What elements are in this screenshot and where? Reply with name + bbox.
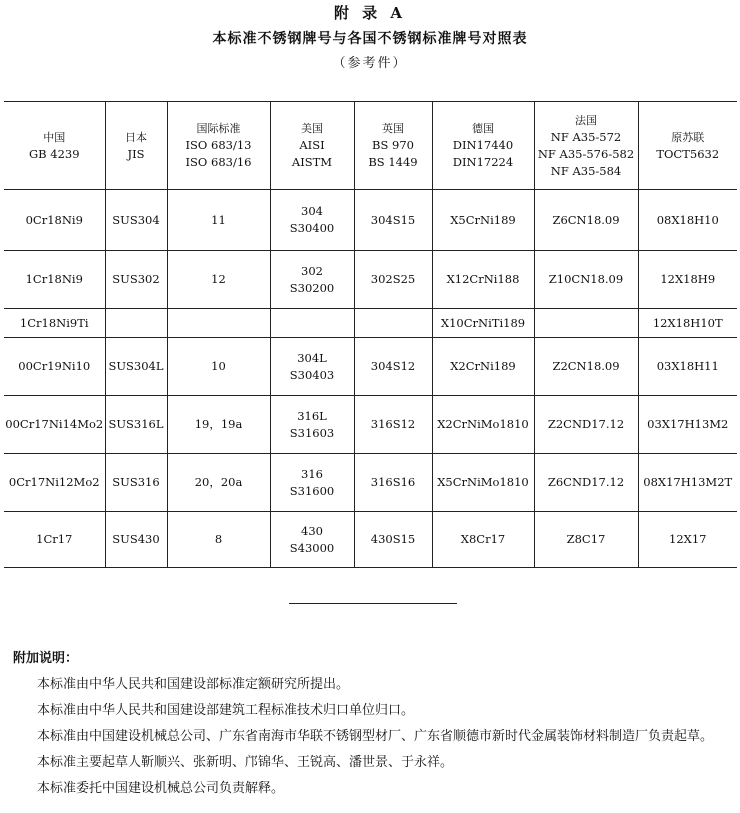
table-row [4, 338, 737, 396]
table-cell [638, 251, 737, 309]
cell-text: 03X17H13M2 [647, 417, 729, 431]
column-header [167, 102, 270, 190]
column-header [534, 102, 638, 190]
table-cell [638, 396, 737, 454]
column-header-line: 中国 [43, 130, 66, 144]
cell-text: Z10CN18.09 [548, 272, 624, 286]
cell-text: 12X18H9 [660, 272, 716, 286]
cell-text: Z2CND17.12 [547, 417, 625, 431]
cell-text: 316L [297, 408, 327, 423]
cell-text: X5CrNiMo1810 [437, 475, 529, 489]
table-cell [534, 338, 638, 396]
notes-title: 附加说明： [13, 651, 79, 666]
column-header-line: AISTM [291, 155, 333, 169]
table-cell [354, 251, 432, 309]
table-cell [432, 454, 534, 512]
cell-text: 19，19a [194, 417, 243, 431]
additional-notes [13, 646, 735, 802]
column-header-line: ISO 683/16 [185, 155, 252, 169]
cell-text: S31603 [289, 425, 335, 440]
table-cell [270, 190, 354, 251]
table-cell [105, 309, 167, 338]
column-header-line: 原苏联 [671, 130, 705, 144]
column-header [354, 102, 432, 190]
cell-text: X10CrNiTi189 [440, 315, 526, 330]
notes-line: 本标准由中国建设机械总公司、广东省南海市华联不锈钢型材厂、广东省顺德市新时代金属装饰材料制造厂负责起草。 [37, 729, 714, 744]
cell-text: 03X18H11 [656, 359, 719, 373]
table-cell [354, 338, 432, 396]
cell-text: X2CrNiMo1810 [437, 417, 529, 431]
column-header-line: GB 4239 [28, 146, 80, 161]
table-header [4, 102, 737, 190]
cell-text: Z6CN18.09 [552, 212, 620, 227]
cell-text: 316 [301, 466, 323, 481]
cell-text: 304S12 [370, 359, 416, 373]
cell-text: 12X17 [669, 532, 707, 546]
table-cell [270, 396, 354, 454]
cell-text: SUS316 [112, 475, 160, 489]
column-header-line: BS 1449 [368, 155, 418, 169]
table-cell [4, 190, 105, 251]
section-divider [289, 603, 457, 604]
column-header [432, 102, 534, 190]
table-cell [4, 396, 105, 454]
cell-text: 316S16 [370, 475, 416, 489]
column-header [4, 102, 105, 190]
table-cell [432, 309, 534, 338]
column-header-line: BS 970 [372, 138, 414, 152]
cell-text: 00Cr19Ni10 [18, 359, 91, 373]
table-row [4, 190, 737, 251]
column-header-line: NF A35-576-582 [537, 146, 635, 161]
cell-text: 11 [211, 212, 226, 227]
table-cell [432, 251, 534, 309]
cell-text: S30403 [289, 367, 335, 382]
cell-text: SUS316L [108, 417, 164, 431]
cell-text: 12X18H10T [652, 315, 723, 330]
table-cell [167, 309, 270, 338]
cell-text: SUS304 [112, 212, 160, 227]
column-header-line: 英国 [382, 122, 404, 135]
table-cell [105, 512, 167, 568]
cell-text: 12 [211, 272, 226, 286]
table-cell [105, 190, 167, 251]
column-header-line: 美国 [301, 122, 323, 135]
table-cell [354, 309, 432, 338]
column-header-line: DIN17440 [452, 138, 514, 152]
cell-text: 304S15 [370, 212, 416, 227]
table-cell [534, 190, 638, 251]
cell-text: 430S15 [370, 532, 416, 546]
table-cell [638, 190, 737, 251]
header-row [4, 102, 737, 190]
column-header-line: JIS [127, 146, 145, 161]
column-header-line: 日本 [125, 130, 147, 144]
column-header [105, 102, 167, 190]
table-cell [432, 396, 534, 454]
cell-text: 1Cr18Ni9 [25, 272, 83, 286]
table-cell [167, 454, 270, 512]
table-cell [638, 512, 737, 568]
comparison-table [4, 101, 737, 568]
cell-text: 302 [301, 263, 323, 278]
column-header-line: 法国 [575, 113, 597, 127]
cell-text: 10 [211, 359, 226, 373]
table-row [4, 396, 737, 454]
column-header-line: NF A35-572 [550, 129, 622, 144]
table-cell [534, 396, 638, 454]
cell-text: 00Cr17Ni14Mo2 [5, 417, 104, 431]
cell-text: Z8C17 [566, 532, 606, 546]
table-cell [354, 512, 432, 568]
appendix-heading: 附 录 A [333, 4, 407, 22]
table-cell [270, 251, 354, 309]
table-cell [270, 512, 354, 568]
table-cell [534, 251, 638, 309]
table-cell [534, 512, 638, 568]
cell-text: S30200 [289, 280, 335, 295]
table-cell [105, 454, 167, 512]
reference-note: （参考件） [332, 56, 408, 71]
table-cell [4, 338, 105, 396]
column-header-line: AISI [299, 138, 325, 152]
cell-text: 316S12 [370, 417, 416, 431]
table-cell [167, 338, 270, 396]
table-cell [638, 454, 737, 512]
notes-line: 本标准主要起草人靳顺兴、张新明、邝锦华、王锐高、潘世景、于永祥。 [37, 755, 454, 770]
cell-text: 0Cr18Ni9 [25, 212, 83, 227]
cell-text: 430 [301, 523, 323, 538]
table-cell [105, 396, 167, 454]
table-cell [167, 396, 270, 454]
table-cell [167, 512, 270, 568]
column-header [270, 102, 354, 190]
table-row [4, 512, 737, 568]
table-cell [270, 309, 354, 338]
cell-text: X8Cr17 [460, 532, 506, 546]
cell-text: 0Cr17Ni12Mo2 [8, 475, 100, 489]
cell-text: SUS304L [108, 359, 164, 373]
cell-text: 1Cr18Ni9Ti [19, 315, 89, 330]
cell-text: 08X18H10 [656, 212, 719, 227]
table-cell [354, 190, 432, 251]
table-cell [4, 251, 105, 309]
table-cell [638, 338, 737, 396]
table-cell [4, 454, 105, 512]
column-header-line: NF A35-584 [550, 163, 622, 178]
table-cell [354, 396, 432, 454]
cell-text: SUS430 [112, 532, 160, 546]
table-cell [167, 251, 270, 309]
column-header-line: ISO 683/13 [185, 138, 252, 152]
table-cell [432, 190, 534, 251]
cell-text: Z2CN18.09 [552, 359, 620, 373]
column-header-line: DIN17224 [452, 155, 514, 169]
cell-text: 20，20a [194, 475, 243, 489]
table-cell [167, 190, 270, 251]
table-cell [534, 309, 638, 338]
table-cell [534, 454, 638, 512]
column-header [638, 102, 737, 190]
table-row [4, 309, 737, 338]
cell-text: S31600 [289, 483, 335, 498]
cell-text: 304 [301, 204, 323, 218]
table-row [4, 251, 737, 309]
notes-line: 本标准委托中国建设机械总公司负责解释。 [37, 781, 285, 796]
cell-text: X5CrNi189 [450, 212, 516, 227]
column-header-line: TOCT5632 [656, 146, 720, 161]
column-header-line: 德国 [472, 122, 494, 135]
cell-text: 08X17H13M2T [643, 475, 733, 489]
table-cell [638, 309, 737, 338]
cell-text: 1Cr17 [36, 532, 73, 546]
table-row [4, 454, 737, 512]
table-body [4, 190, 737, 568]
cell-text: X12CrNi188 [446, 272, 520, 286]
table-cell [432, 338, 534, 396]
table-cell [4, 309, 105, 338]
cell-text: X2CrNi189 [450, 359, 516, 373]
cell-text: S30400 [289, 221, 335, 235]
table-cell [432, 512, 534, 568]
table-cell [105, 251, 167, 309]
cell-text: S43000 [289, 540, 335, 555]
document-title: 本标准不锈钢牌号与各国不锈钢标准牌号对照表 [212, 31, 528, 47]
table-cell [270, 338, 354, 396]
column-header-line: 国际标准 [196, 122, 241, 135]
notes-line: 本标准由中华人民共和国建设部标准定额研究所提出。 [37, 677, 350, 692]
cell-text: Z6CND17.12 [547, 475, 625, 489]
table-cell [4, 512, 105, 568]
table-cell [105, 338, 167, 396]
notes-line: 本标准由中华人民共和国建设部建筑工程标准技术归口单位归口。 [37, 703, 415, 718]
cell-text: 302S25 [370, 272, 416, 286]
table-cell [270, 454, 354, 512]
cell-text: SUS302 [112, 272, 160, 286]
cell-text: 8 [214, 532, 223, 546]
cell-text: 304L [297, 350, 327, 365]
table-cell [354, 454, 432, 512]
